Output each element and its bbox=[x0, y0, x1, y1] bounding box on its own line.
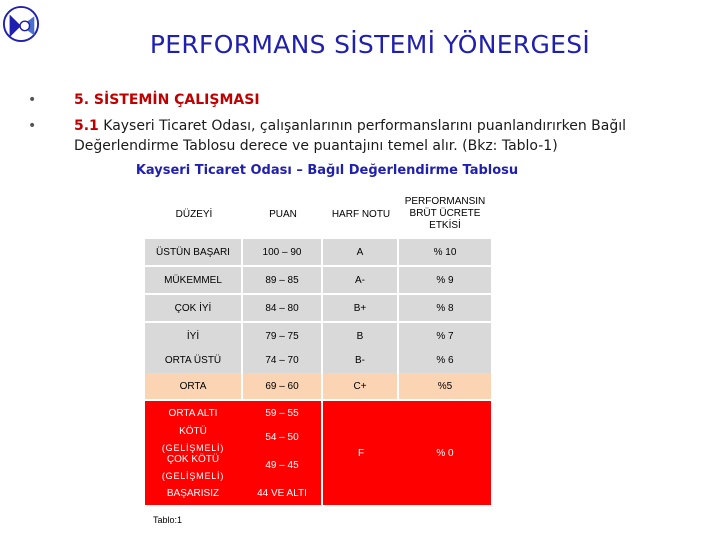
grade-cell: C+ bbox=[323, 373, 397, 399]
level-cell: ÜSTÜN BAŞARI bbox=[145, 239, 241, 265]
grade-cell: B- bbox=[323, 347, 397, 373]
effect-cell: % 10 bbox=[399, 239, 491, 265]
score-cell: 100 – 90 bbox=[243, 239, 321, 265]
score-cell: 89 – 85 bbox=[243, 267, 321, 293]
score-cell: 54 – 50 bbox=[265, 431, 299, 443]
level-sublabel: (GELİŞMELİ) bbox=[161, 442, 225, 453]
effect-cell: % 9 bbox=[399, 267, 491, 293]
bullet-item bbox=[28, 116, 708, 156]
column-header: PERFORMANSIN BRÜT ÜCRETE ETKİSİ bbox=[404, 196, 486, 231]
column-header: HARF NOTU bbox=[331, 208, 391, 220]
level-cell: ORTA ÜSTÜ bbox=[145, 347, 241, 373]
section-number: 5.1 bbox=[74, 118, 99, 134]
level-cell: İYİ bbox=[145, 323, 241, 349]
score-cell: 44 VE ALTI bbox=[257, 487, 307, 499]
effect-cell: % 0 bbox=[399, 401, 491, 505]
section-heading: 5. SİSTEMİN ÇALIŞMASI bbox=[74, 92, 260, 108]
level-cell bbox=[145, 453, 241, 481]
level-label: KÖTÜ bbox=[179, 425, 207, 437]
section-text: Kayseri Ticaret Odası, çalışanlarının performanslarını puanlandırırken Bağıl Değerlendirme Tablosu derece ve puantajını temel alır. (Bkz: Tablo-1) bbox=[74, 118, 627, 154]
table-title: Kayseri Ticaret Odası – Bağıl Değerlendirme Tablosu bbox=[135, 163, 519, 178]
bullet-dot-icon: • bbox=[28, 118, 37, 134]
score-cell: 49 – 45 bbox=[265, 459, 299, 471]
bullet-item bbox=[28, 90, 708, 110]
grade-cell: A- bbox=[323, 267, 397, 293]
bullet-dot-icon: • bbox=[28, 92, 37, 108]
column-header: PUAN bbox=[269, 208, 297, 220]
grade-cell: B bbox=[323, 323, 397, 349]
level-cell: ORTA bbox=[145, 373, 241, 399]
level-cell: MÜKEMMEL bbox=[145, 267, 241, 293]
table-note: Tablo:1 bbox=[153, 515, 183, 525]
effect-cell: % 7 bbox=[399, 323, 491, 349]
effect-cell: % 8 bbox=[399, 295, 491, 321]
evaluation-table bbox=[145, 191, 627, 501]
score-cell: 84 – 80 bbox=[243, 295, 321, 321]
level-cell: ORTA ALTI bbox=[168, 407, 218, 419]
effect-cell: % 6 bbox=[399, 347, 491, 373]
effect-cell: %5 bbox=[399, 373, 491, 399]
score-cell: 59 – 55 bbox=[265, 407, 299, 419]
page-title: PERFORMANS SİSTEMİ YÖNERGESİ bbox=[149, 30, 591, 59]
score-cell: 79 – 75 bbox=[243, 323, 321, 349]
level-label: ÇOK KÖTÜ bbox=[166, 453, 220, 465]
column-header: DÜZEYİ bbox=[175, 208, 213, 220]
level-cell bbox=[145, 425, 241, 453]
bullet-list bbox=[28, 90, 708, 162]
grade-cell: A bbox=[323, 239, 397, 265]
level-cell: BAŞARISIZ bbox=[166, 487, 220, 499]
score-cell: 69 – 60 bbox=[243, 373, 321, 399]
grade-cell: B+ bbox=[323, 295, 397, 321]
score-cell: 74 – 70 bbox=[243, 347, 321, 373]
level-sublabel: (GELİŞMELİ) bbox=[161, 470, 225, 481]
grade-cell: F bbox=[323, 401, 399, 505]
level-cell: ÇOK İYİ bbox=[145, 295, 241, 321]
